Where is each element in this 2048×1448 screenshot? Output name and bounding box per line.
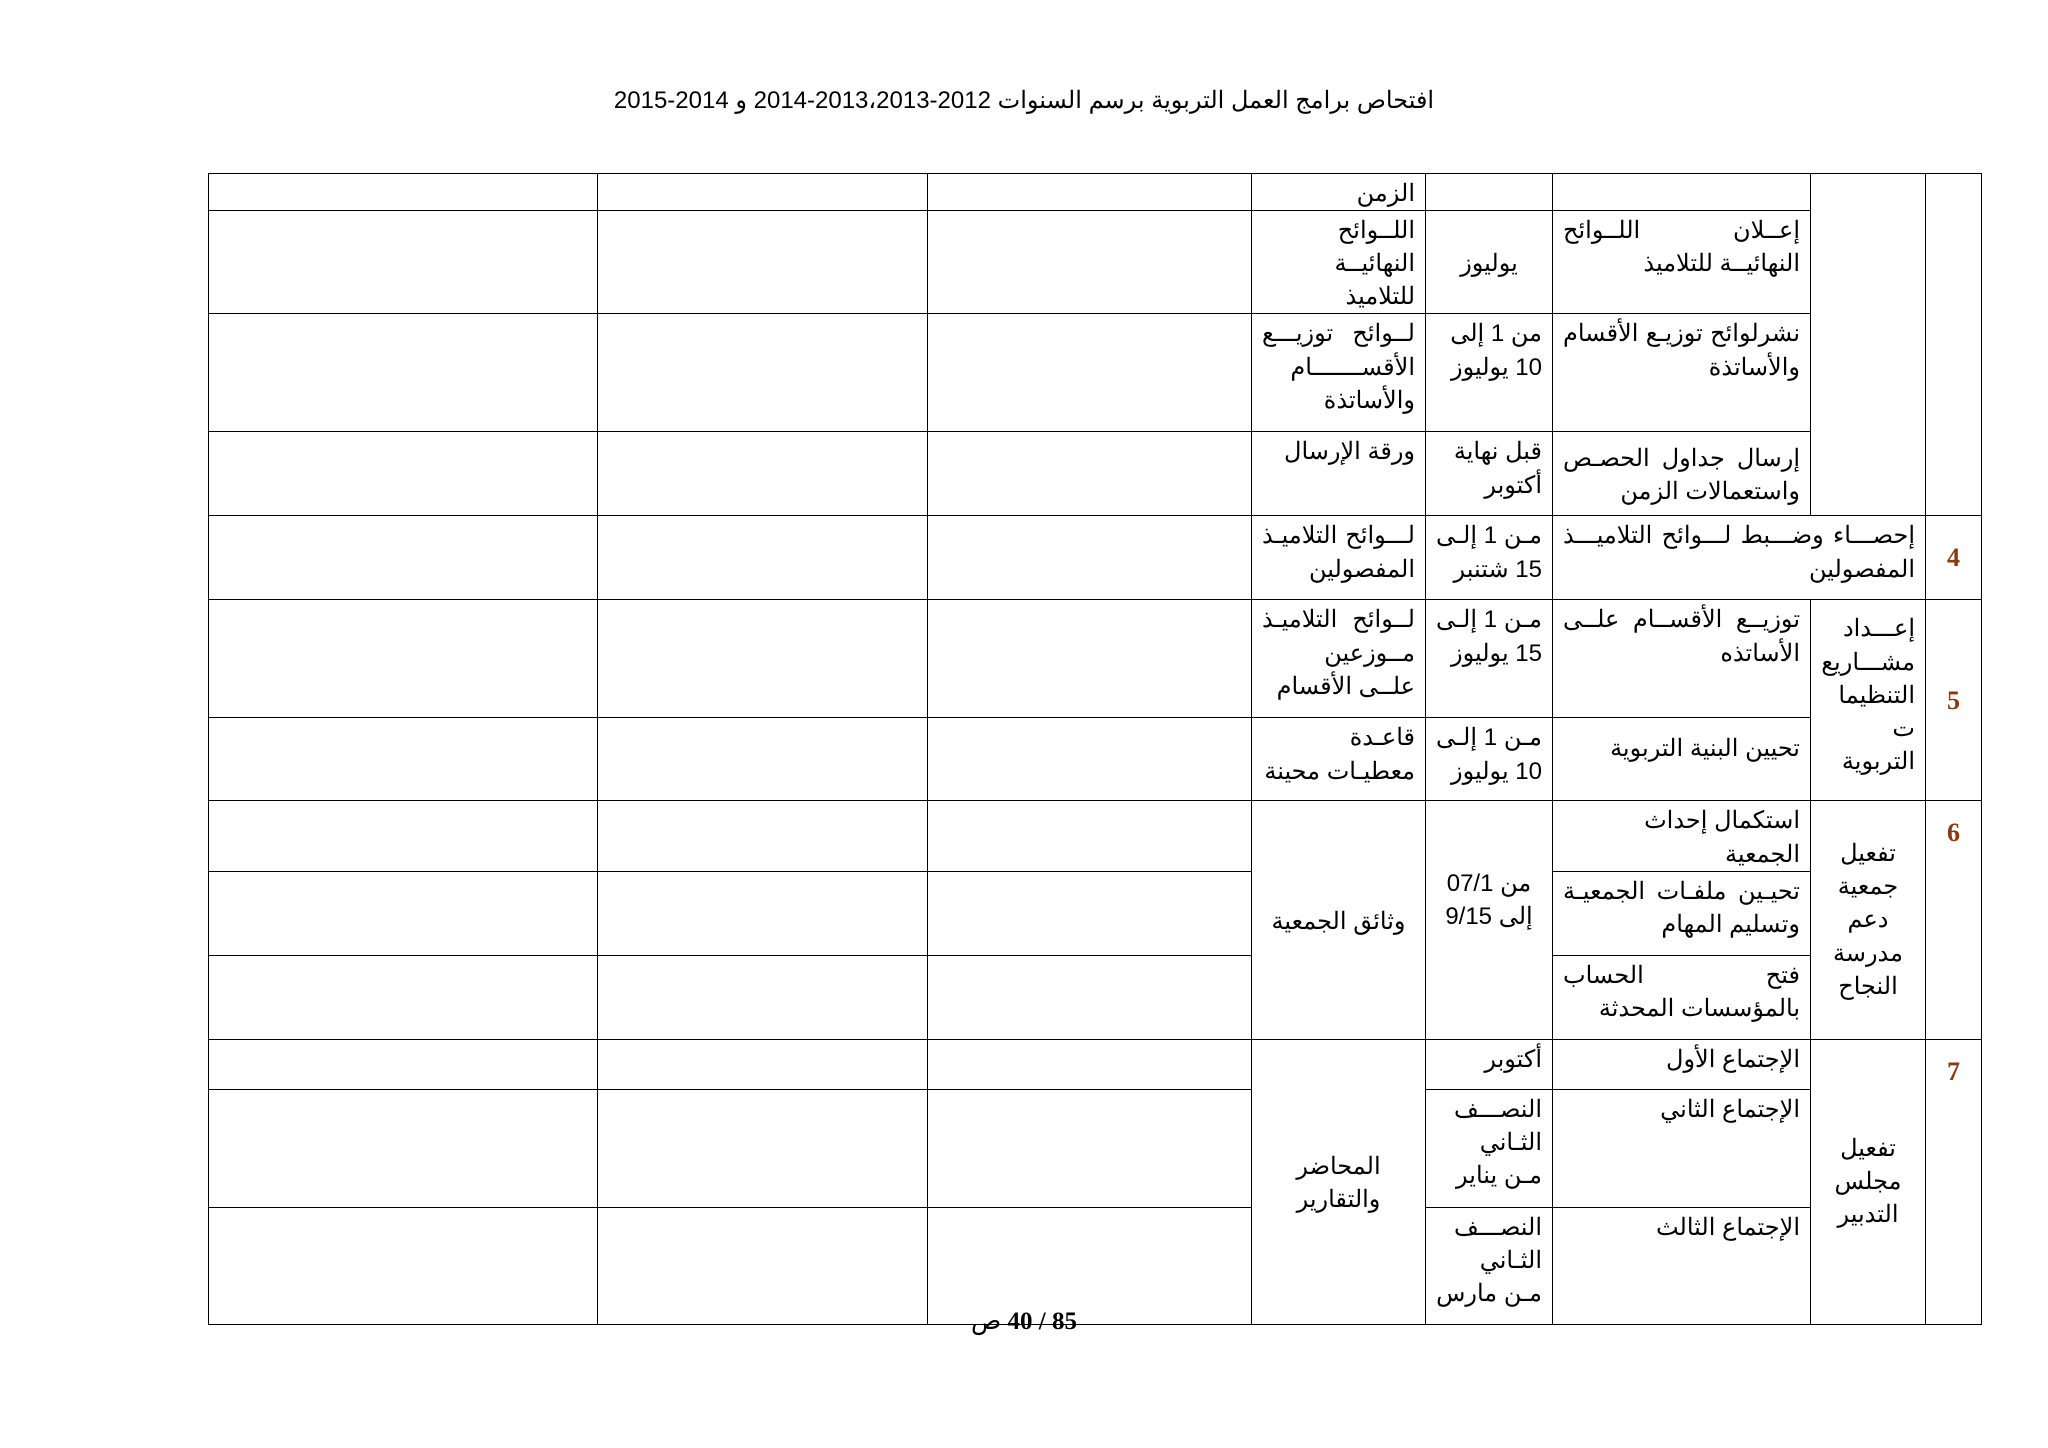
cell-empty bbox=[928, 718, 1252, 801]
cell-empty bbox=[598, 1039, 928, 1089]
cell-deliverable: المحاضر والتقارير bbox=[1252, 1039, 1426, 1324]
table-row bbox=[209, 516, 1982, 600]
cell-number: 7 bbox=[1926, 1039, 1982, 1324]
page-separator: / bbox=[1038, 1308, 1046, 1335]
cell-number: 6 bbox=[1926, 801, 1982, 1039]
cell-action: إعــلان اللــوائح النهائيــة للتلاميذ bbox=[1553, 211, 1811, 314]
cell-empty bbox=[598, 600, 928, 718]
cell-empty bbox=[209, 174, 598, 211]
table-row bbox=[209, 314, 1982, 432]
table-row bbox=[209, 955, 1982, 1039]
cell-empty bbox=[598, 718, 928, 801]
cell-deliverable: ورقة الإرسال bbox=[1252, 432, 1426, 516]
cell-empty bbox=[598, 174, 928, 211]
cell-action: الإجتماع الثاني bbox=[1553, 1089, 1811, 1207]
cell-deliverable: لــوائح توزيـــع الأقســـــــام والأساتذة bbox=[1252, 314, 1426, 432]
page-current: 40 bbox=[1007, 1308, 1033, 1335]
cell-action: إحصـــاء وضـــبط لـــوائح التلاميـــذ المفصولين bbox=[1553, 516, 1926, 600]
cell-empty bbox=[209, 314, 598, 432]
cell-period: النصـــف الثـاني مـن مارس bbox=[1426, 1207, 1553, 1324]
cell-empty bbox=[598, 432, 928, 516]
cell-period: مـن 1 إلـى 15 يوليوز bbox=[1426, 600, 1553, 718]
program-table bbox=[208, 173, 1982, 1325]
cell-period: مـن 1 إلـى 10 يوليوز bbox=[1426, 718, 1553, 801]
cell-empty bbox=[209, 516, 598, 600]
table-row bbox=[209, 718, 1982, 801]
page-total: 85 bbox=[1051, 1308, 1077, 1335]
cell-deliverable: الزمن bbox=[1252, 174, 1426, 211]
table-row bbox=[209, 801, 1982, 871]
cell-empty bbox=[928, 1089, 1252, 1207]
cell-action: استكمال إحداث الجمعية bbox=[1553, 801, 1811, 871]
cell-deliverable: اللــوائح النهائيــة للتلاميذ bbox=[1252, 211, 1426, 314]
cell-empty bbox=[598, 1089, 928, 1207]
cell-empty bbox=[598, 211, 928, 314]
table-row bbox=[209, 211, 1982, 314]
table-row bbox=[209, 1039, 1982, 1089]
cell-action: الإجتماع الأول bbox=[1553, 1039, 1811, 1089]
cell-action: فتح الحساب بالمؤسسات المحدثة bbox=[1553, 955, 1811, 1039]
cell-empty bbox=[209, 1089, 598, 1207]
cell-empty bbox=[209, 600, 598, 718]
cell-empty bbox=[928, 211, 1252, 314]
cell-action: إرسال جداول الحصـص واستعمالات الزمن bbox=[1553, 432, 1811, 516]
cell-period: من 1 إلى 10 يوليوز bbox=[1426, 314, 1553, 432]
cell-period bbox=[1426, 174, 1553, 211]
cell-empty bbox=[209, 211, 598, 314]
cell-project bbox=[1811, 174, 1926, 516]
cell-empty bbox=[598, 955, 928, 1039]
cell-empty bbox=[928, 801, 1252, 871]
cell-action: تحيين البنية التربوية bbox=[1553, 718, 1811, 801]
cell-deliverable: وثائق الجمعية bbox=[1252, 801, 1426, 1039]
cell-empty bbox=[928, 174, 1252, 211]
cell-empty bbox=[209, 801, 598, 871]
cell-empty bbox=[928, 1039, 1252, 1089]
table-row bbox=[209, 871, 1982, 955]
cell-empty bbox=[928, 955, 1252, 1039]
cell-action: الإجتماع الثالث bbox=[1553, 1207, 1811, 1324]
cell-project: إعـــداد مشـــاريع التنظيمات التربوية bbox=[1811, 600, 1926, 801]
cell-action: نشرلوائح توزيـع الأقسام والأساتذة bbox=[1553, 314, 1811, 432]
page-title: افتحاص برامج العمل التربوية برسم السنوات 2012-2013،2013-2014 و 2014-2015 bbox=[613, 87, 1435, 114]
cell-period: من 07/1 إلى 9/15 bbox=[1426, 801, 1553, 1039]
page-unit: ص bbox=[971, 1308, 1002, 1335]
cell-empty bbox=[209, 955, 598, 1039]
cell-period: النصـــف الثـاني مـن يناير bbox=[1426, 1089, 1553, 1207]
cell-empty bbox=[209, 432, 598, 516]
table-row bbox=[209, 1089, 1982, 1207]
cell-action: تحيـين ملفـات الجمعيـة وتسليم المهام bbox=[1553, 871, 1811, 955]
table-row bbox=[209, 174, 1982, 211]
cell-project: تفعيل مجلس التدبير bbox=[1811, 1039, 1926, 1324]
cell-project: تفعيل جمعية دعم مدرسة النجاح bbox=[1811, 801, 1926, 1039]
cell-empty bbox=[928, 600, 1252, 718]
table-row bbox=[209, 432, 1982, 516]
page-number bbox=[0, 1306, 2048, 1336]
cell-empty bbox=[598, 801, 928, 871]
cell-action: توزيــع الأقســام علــى الأساتذه bbox=[1553, 600, 1811, 718]
cell-empty bbox=[928, 314, 1252, 432]
cell-empty bbox=[598, 871, 928, 955]
cell-empty bbox=[598, 314, 928, 432]
cell-empty bbox=[209, 718, 598, 801]
cell-action bbox=[1553, 174, 1811, 211]
cell-number: 5 bbox=[1926, 600, 1982, 801]
cell-empty bbox=[928, 516, 1252, 600]
cell-deliverable: لــوائح التلاميـذ مــوزعين علــى الأقسام bbox=[1252, 600, 1426, 718]
cell-deliverable: لـــوائح التلاميـذ المفصولين bbox=[1252, 516, 1426, 600]
cell-period: أكتوبر bbox=[1426, 1039, 1553, 1089]
cell-number: 4 bbox=[1926, 516, 1982, 600]
cell-empty bbox=[928, 871, 1252, 955]
cell-empty bbox=[928, 432, 1252, 516]
cell-period: قبل نهاية أكتوبر bbox=[1426, 432, 1553, 516]
cell-number bbox=[1926, 174, 1982, 516]
cell-period: يوليوز bbox=[1426, 211, 1553, 314]
cell-period: مـن 1 إلـى 15 شتنبر bbox=[1426, 516, 1553, 600]
cell-empty bbox=[598, 516, 928, 600]
cell-empty bbox=[209, 1039, 598, 1089]
table-row bbox=[209, 600, 1982, 718]
cell-empty bbox=[209, 871, 598, 955]
cell-deliverable: قاعـدة معطيـات محينة bbox=[1252, 718, 1426, 801]
